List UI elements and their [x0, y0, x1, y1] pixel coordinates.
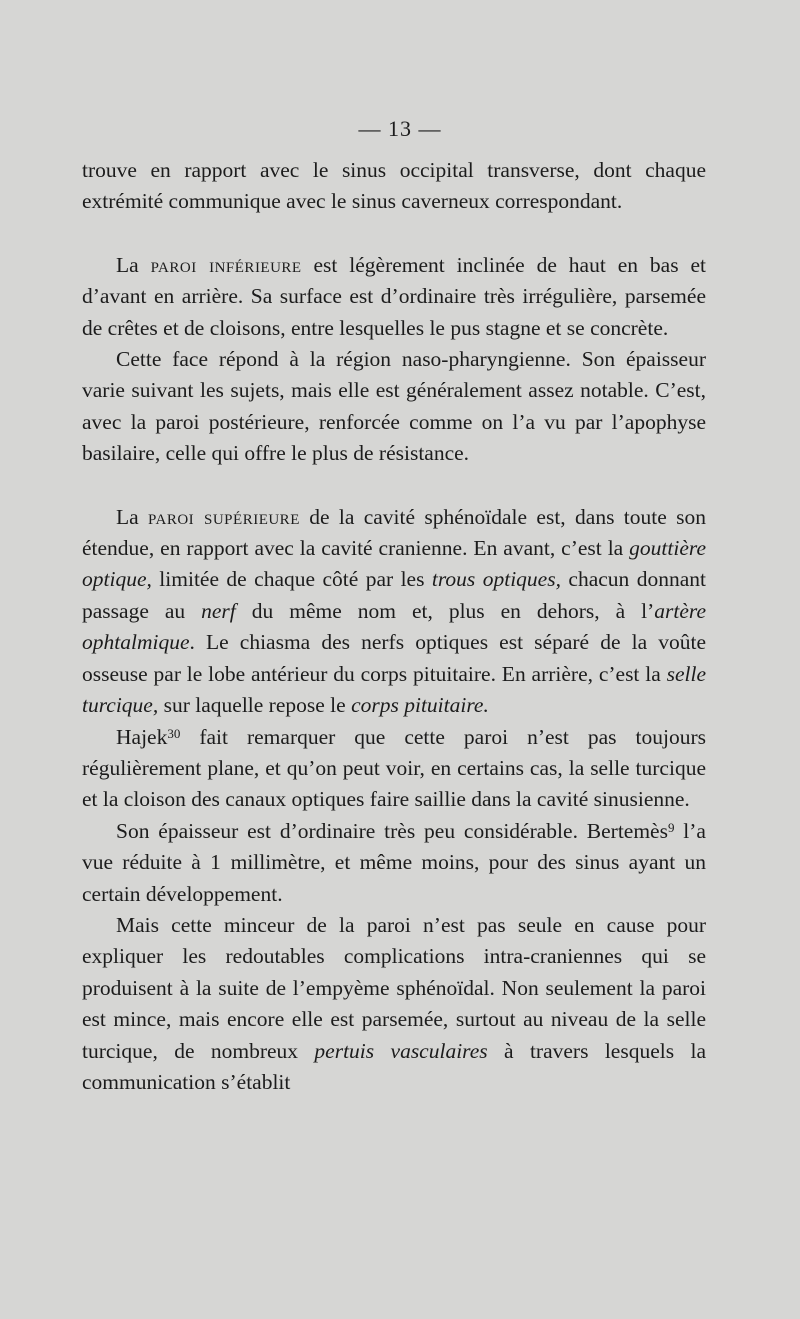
- body-text: [82, 155, 706, 1098]
- number-one: 1: [210, 850, 222, 875]
- paragraph-7: [82, 910, 706, 1098]
- paragraph-4-t2: limitée de chaque côté par les: [151, 567, 432, 592]
- term-artere-ophtalmique: artère ophtalmique: [82, 598, 706, 655]
- paragraph-6-t2: l’a vue réduite à: [82, 818, 706, 875]
- term-nerf: nerf: [201, 598, 236, 623]
- reference-number: 30: [167, 725, 181, 741]
- paragraph-5-t1: Hajek: [116, 724, 168, 749]
- heading-paroi-inferieure: paroi inférieure: [150, 252, 302, 277]
- paragraph-3: Cette face répond à la région naso-pharyngienne. Son épaisseur varie suivant les sujets, mais elle est généralement assez notable. C’est, avec la paroi postérieure, renforcée comme on l’a vu par l’apophyse basilaire, celle qui offre le plus de résistance.: [82, 347, 706, 466]
- paragraph-6: [82, 816, 706, 910]
- paragraph-4-lead: La: [116, 504, 149, 529]
- paragraph-2-text: est légèrement inclinée de haut en bas et d’avant en arrière. Sa surface est d’ordinaire très irrégulière, parsemée de crêtes et de cloisons, entre lesquelles le pus stagne et se concrète.: [82, 252, 706, 340]
- term-corps-pituitaire: corps pituitaire.: [351, 693, 489, 718]
- reference-number: 9: [667, 819, 675, 835]
- term-selle-turcique: selle turcique,: [82, 661, 706, 718]
- term-gouttiere-optique: gouttière optique,: [82, 536, 706, 592]
- term-pertuis-vasculaires: pertuis vasculaires: [314, 1038, 488, 1063]
- paragraph-4-t1: de la cavité sphénoïdale est, dans toute son étendue, en rapport avec la cavité cranienne. En avant, c’est la: [82, 504, 706, 561]
- paragraph-6-t1: Son épaisseur est d’ordinaire très peu considérable. Bertemès: [116, 818, 668, 843]
- paragraph-7-t1: Mais cette minceur de la paroi n’est pas seule en cause pour expliquer les redoutables complications intra-craniennes qui se produisent à la suite de l’empyème sphénoïdal. Non seulement la paroi est mince, mais encore elle est parsemée, surtout au niveau de la selle turcique, de nombreux: [82, 912, 706, 1063]
- paragraph-6-t3: millimètre, et même moins, pour des sinus ayant un certain développement.: [82, 850, 706, 906]
- paragraph-2-lead: La: [116, 252, 151, 277]
- page-number: — 13 —: [358, 116, 442, 141]
- paragraph-4-t3: chacun donnant passage au: [82, 567, 706, 623]
- paragraph-4-t6: sur laquelle repose le: [158, 693, 352, 718]
- paragraph-4-t4: du même nom et, plus en dehors, à l’: [235, 598, 655, 623]
- paragraph-5: [82, 722, 706, 816]
- term-trous-optiques: trous optiques,: [431, 567, 561, 592]
- paragraph-7-t2: à travers lesquels la communication s’établit: [82, 1038, 706, 1094]
- paragraph-5-t2: fait remarquer que cette paroi n’est pas toujours régulièrement plane, et qu’on peut voir, en certains cas, la selle turcique et la cloison des canaux optiques faire saillie dans la cavité sinusienne.: [82, 724, 706, 812]
- paragraph-4: [82, 502, 706, 722]
- paragraph-4-t5: . Le chiasma des nerfs optiques est séparé de la voûte osseuse par le lobe antérieur du corps pituitaire. En arrière, c’est la: [82, 630, 706, 686]
- paragraph-1: trouve en rapport avec le sinus occipital transverse, dont chaque extrémité communique avec le sinus caverneux correspondant.: [82, 158, 706, 214]
- paragraph-2: [82, 250, 706, 344]
- heading-paroi-superieure: paroi supérieure: [148, 504, 300, 529]
